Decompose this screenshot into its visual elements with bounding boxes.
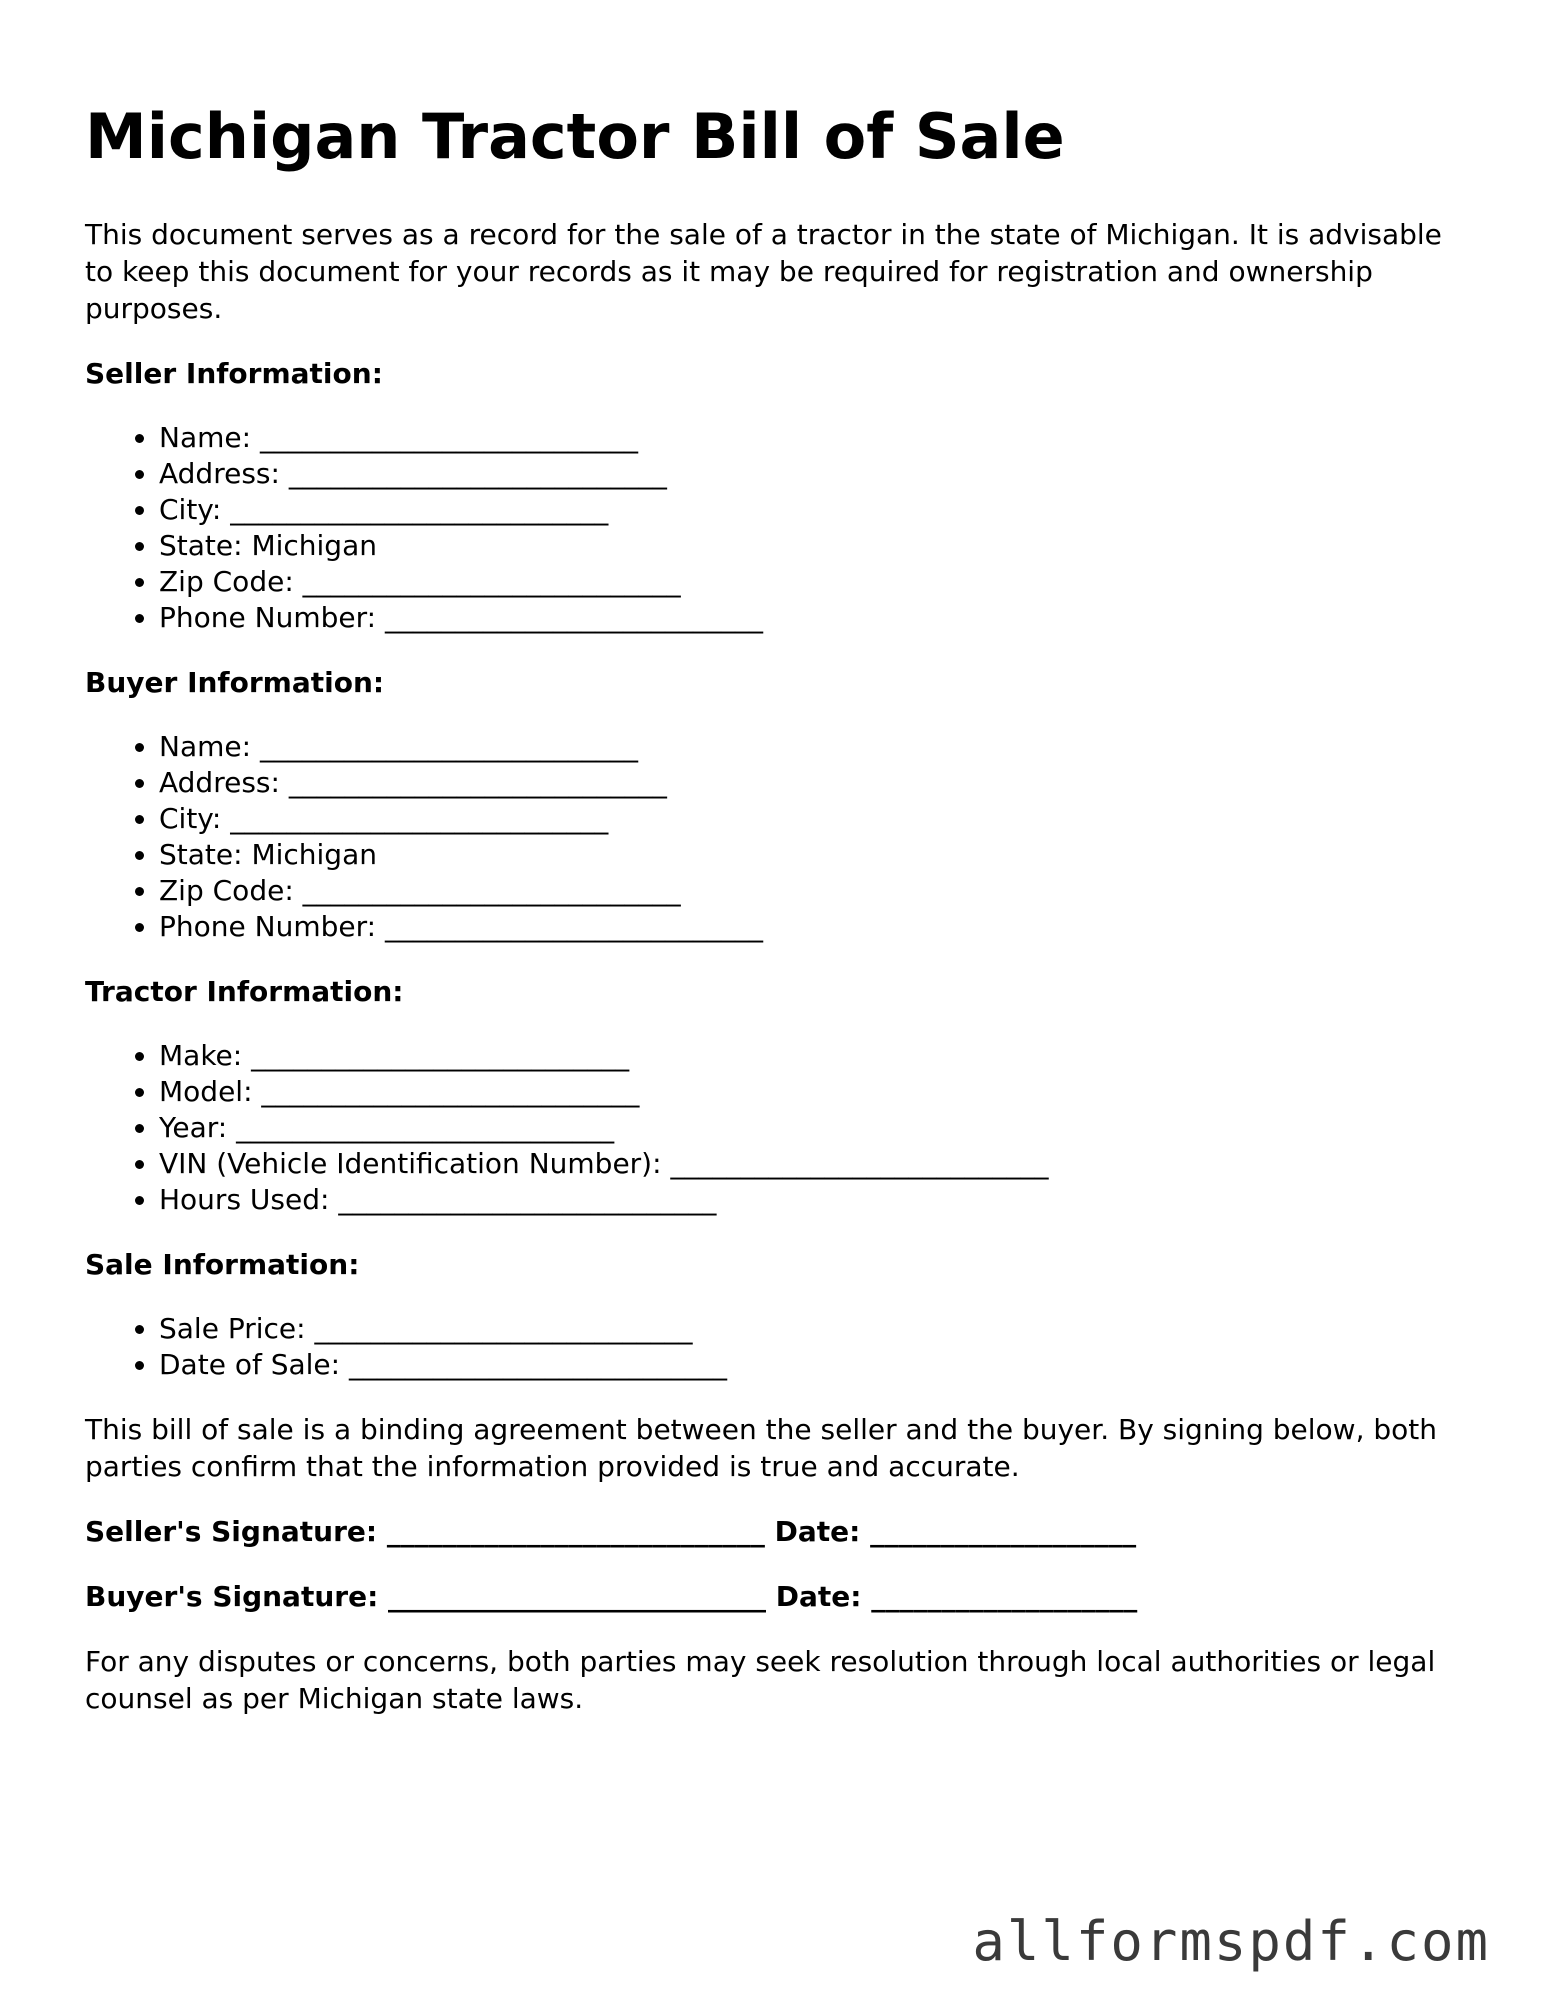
buyer-city-label: City: xyxy=(159,802,222,836)
list-item xyxy=(159,1110,1465,1146)
page-title: Michigan Tractor Bill of Sale xyxy=(85,100,1065,173)
sale-price-label: Sale Price: xyxy=(159,1312,306,1346)
list-item xyxy=(159,528,1465,564)
buyer-name-label: Name: xyxy=(159,730,252,764)
tractor-field-list xyxy=(85,1038,1465,1218)
seller-phone-field[interactable]: ___________________________ xyxy=(384,601,763,635)
buyer-phone-field[interactable]: ___________________________ xyxy=(384,910,763,944)
list-item xyxy=(159,765,1465,801)
list-item xyxy=(159,1311,1465,1347)
seller-signature-field[interactable]: ___________________________ xyxy=(386,1515,765,1549)
list-item xyxy=(159,492,1465,528)
seller-date-field[interactable]: ___________________ xyxy=(870,1515,1137,1549)
list-item xyxy=(159,1347,1465,1383)
tractor-section-heading: Tractor Information: xyxy=(85,975,404,1009)
buyer-field-list xyxy=(85,729,1465,945)
sale-date-field[interactable]: ___________________________ xyxy=(349,1348,727,1382)
tractor-year-field[interactable]: ___________________________ xyxy=(236,1111,615,1145)
list-item xyxy=(159,837,1465,873)
buyer-signature-row xyxy=(85,1578,1465,1615)
list-item xyxy=(159,1146,1465,1182)
watermark-logo: allformspdf.com xyxy=(972,1910,1490,1973)
list-item xyxy=(159,729,1465,765)
tractor-vin-field[interactable]: ___________________________ xyxy=(670,1147,1049,1181)
intro-paragraph: This document serves as a record for the sale of a tractor in the state of Michigan. It is advisable to keep this document for your records as it may be required for registration and ownership purposes. xyxy=(85,218,1442,326)
list-item xyxy=(159,564,1465,600)
buyer-date-field[interactable]: ___________________ xyxy=(871,1580,1138,1614)
list-item xyxy=(159,600,1465,636)
seller-city-label: City: xyxy=(159,493,222,527)
sale-price-field[interactable]: ___________________________ xyxy=(314,1312,693,1346)
tractor-make-label: Make: xyxy=(159,1039,243,1073)
list-item xyxy=(159,1038,1465,1074)
buyer-signature-label: Buyer's Signature: xyxy=(85,1580,379,1614)
list-item xyxy=(159,420,1465,456)
disputes-paragraph: For any disputes or concerns, both parties may seek resolution through local authorities or legal counsel as per Michigan state laws. xyxy=(85,1645,1436,1716)
seller-address-label: Address: xyxy=(159,457,280,491)
seller-date-label: Date: xyxy=(774,1515,861,1549)
seller-name-label: Name: xyxy=(159,421,252,455)
buyer-state-label: State: Michigan xyxy=(159,838,377,872)
seller-field-list xyxy=(85,420,1465,636)
tractor-year-label: Year: xyxy=(159,1111,228,1145)
list-item xyxy=(159,1074,1465,1110)
seller-zip-label: Zip Code: xyxy=(159,565,294,599)
list-item xyxy=(159,873,1465,909)
seller-signature-row xyxy=(85,1513,1465,1550)
tractor-model-label: Model: xyxy=(159,1075,253,1109)
seller-section-heading: Seller Information: xyxy=(85,357,383,391)
seller-address-field[interactable]: ___________________________ xyxy=(288,457,667,491)
buyer-name-field[interactable]: ___________________________ xyxy=(259,730,638,764)
list-item xyxy=(159,456,1465,492)
document-page xyxy=(85,100,1465,1745)
buyer-date-label: Date: xyxy=(775,1580,862,1614)
seller-name-field[interactable]: ___________________________ xyxy=(259,421,638,455)
list-item xyxy=(159,801,1465,837)
agreement-paragraph: This bill of sale is a binding agreement between the seller and the buyer. By signing below, both parties confirm that the information provided is true and accurate. xyxy=(85,1413,1438,1484)
seller-signature-label: Seller's Signature: xyxy=(85,1515,378,1549)
buyer-address-label: Address: xyxy=(159,766,280,800)
buyer-city-field[interactable]: ___________________________ xyxy=(230,802,609,836)
tractor-vin-label: VIN (Vehicle Identification Number): xyxy=(159,1147,662,1181)
buyer-zip-label: Zip Code: xyxy=(159,874,294,908)
tractor-make-field[interactable]: ___________________________ xyxy=(251,1039,630,1073)
seller-phone-label: Phone Number: xyxy=(159,601,377,635)
buyer-address-field[interactable]: ___________________________ xyxy=(288,766,667,800)
seller-state-label: State: Michigan xyxy=(159,529,377,563)
list-item xyxy=(159,1182,1465,1218)
tractor-model-field[interactable]: ___________________________ xyxy=(261,1075,640,1109)
seller-city-field[interactable]: ___________________________ xyxy=(230,493,609,527)
buyer-phone-label: Phone Number: xyxy=(159,910,377,944)
sale-date-label: Date of Sale: xyxy=(159,1348,341,1382)
sale-field-list xyxy=(85,1311,1465,1383)
list-item xyxy=(159,909,1465,945)
buyer-zip-field[interactable]: ___________________________ xyxy=(302,874,681,908)
tractor-hours-field[interactable]: ___________________________ xyxy=(338,1183,717,1217)
seller-zip-field[interactable]: ___________________________ xyxy=(302,565,681,599)
buyer-signature-field[interactable]: ___________________________ xyxy=(388,1580,767,1614)
buyer-section-heading: Buyer Information: xyxy=(85,666,385,700)
sale-section-heading: Sale Information: xyxy=(85,1248,360,1282)
tractor-hours-label: Hours Used: xyxy=(159,1183,330,1217)
